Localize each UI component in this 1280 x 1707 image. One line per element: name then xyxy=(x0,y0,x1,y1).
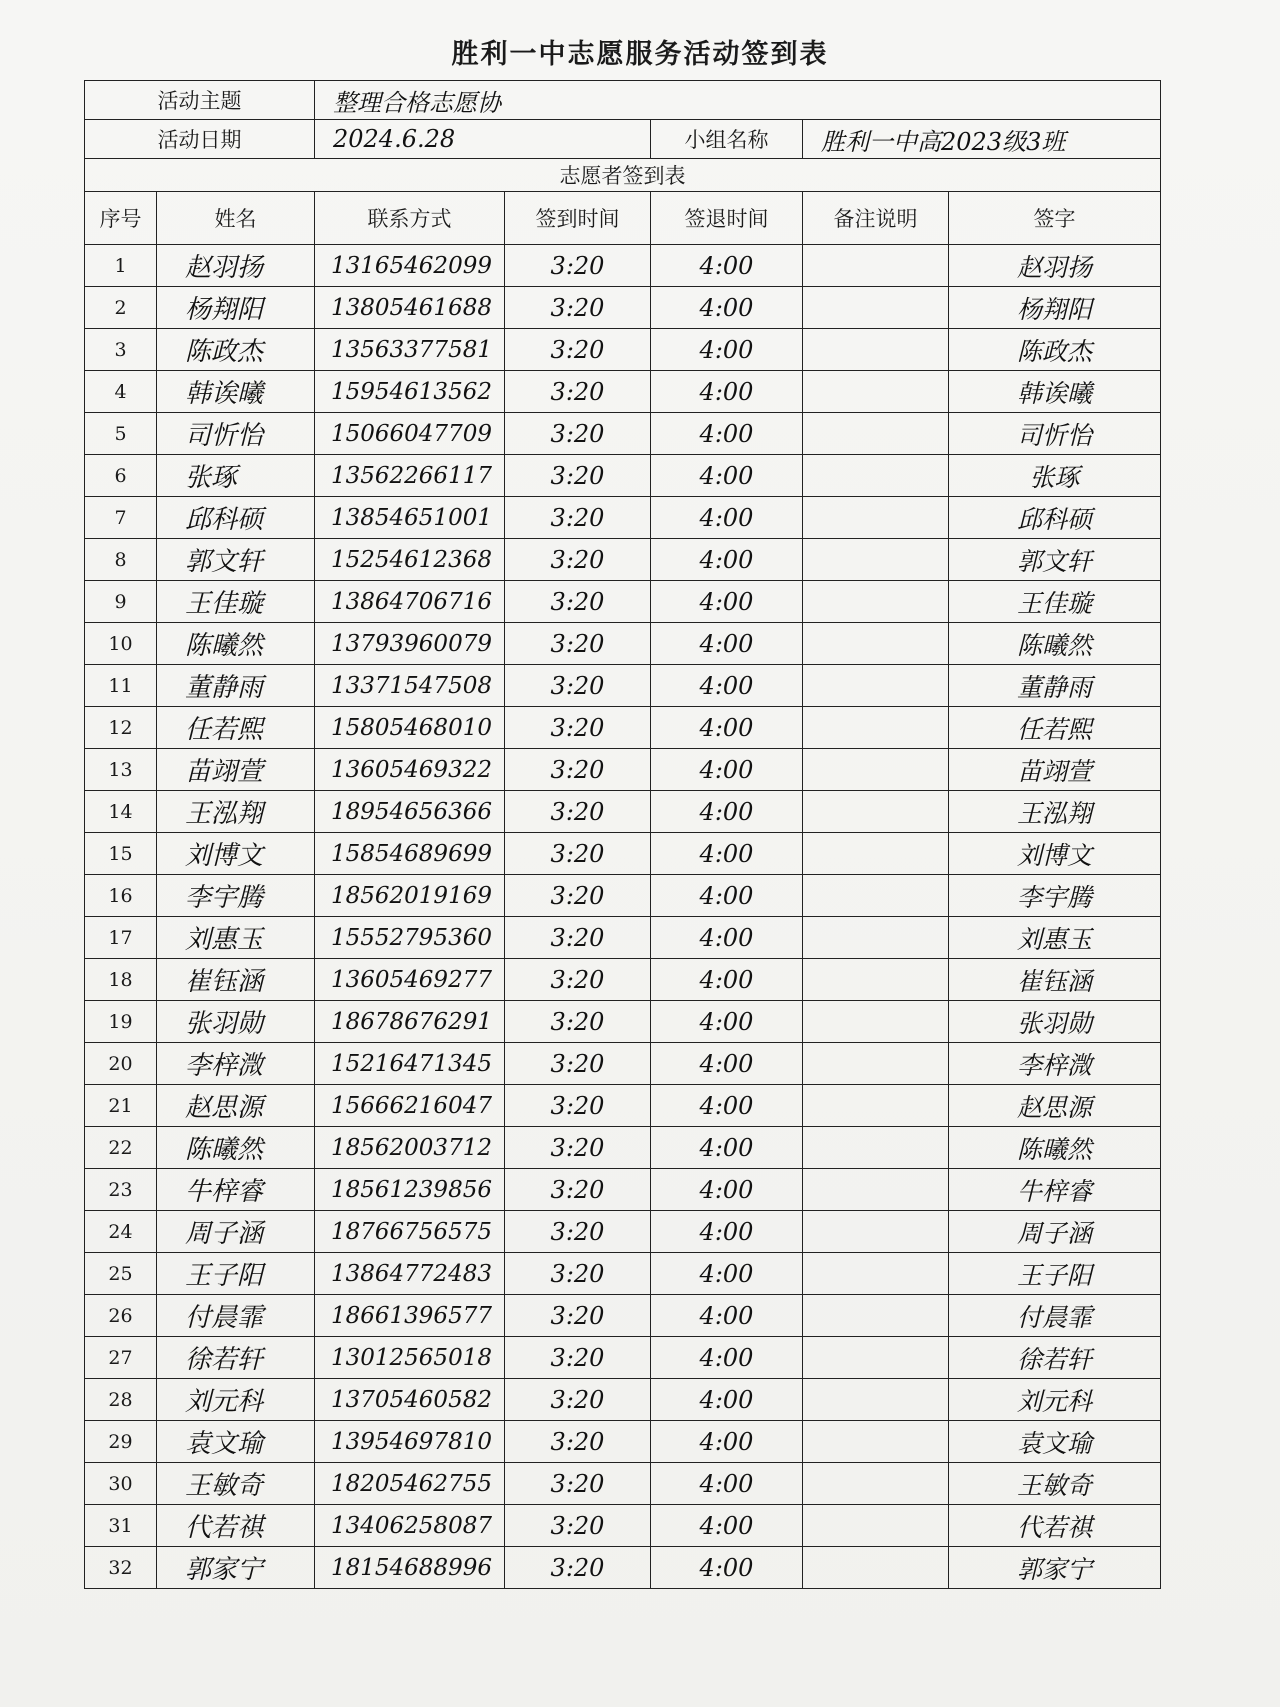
volunteer-name: 陈政杰 xyxy=(157,329,315,371)
table-row xyxy=(85,245,1161,287)
signature-cell: 李宇腾 xyxy=(949,875,1161,917)
row-number: 16 xyxy=(85,875,157,917)
volunteer-name: 王子阳 xyxy=(157,1253,315,1295)
signin-time: 3:20 xyxy=(505,1253,651,1295)
signin-time: 3:20 xyxy=(505,917,651,959)
signin-time: 3:20 xyxy=(505,413,651,455)
signout-time: 4:00 xyxy=(651,1295,803,1337)
signature-cell: 付晨霏 xyxy=(949,1295,1161,1337)
volunteer-name: 徐若轩 xyxy=(157,1337,315,1379)
signout-time: 4:00 xyxy=(651,1253,803,1295)
volunteer-name: 代若祺 xyxy=(157,1505,315,1547)
volunteer-name: 袁文瑜 xyxy=(157,1421,315,1463)
table-row xyxy=(85,1253,1161,1295)
row-number: 6 xyxy=(85,455,157,497)
phone-number: 13805461688 xyxy=(315,287,505,329)
signin-time: 3:20 xyxy=(505,875,651,917)
table-row xyxy=(85,371,1161,413)
phone-number: 15066047709 xyxy=(315,413,505,455)
phone-number: 15854689699 xyxy=(315,833,505,875)
signature-cell: 徐若轩 xyxy=(949,1337,1161,1379)
table-row xyxy=(85,1463,1161,1505)
phone-number: 13793960079 xyxy=(315,623,505,665)
row-number: 32 xyxy=(85,1547,157,1589)
signature-cell: 王敏奇 xyxy=(949,1463,1161,1505)
volunteer-name: 司忻怡 xyxy=(157,413,315,455)
note-cell xyxy=(803,329,949,371)
signout-time: 4:00 xyxy=(651,287,803,329)
signout-time: 4:00 xyxy=(651,1463,803,1505)
note-cell xyxy=(803,1463,949,1505)
signature-cell: 代若祺 xyxy=(949,1505,1161,1547)
note-cell xyxy=(803,1421,949,1463)
signin-time: 3:20 xyxy=(505,1127,651,1169)
signin-time: 3:20 xyxy=(505,371,651,413)
signout-time: 4:00 xyxy=(651,1505,803,1547)
signature-cell: 陈曦然 xyxy=(949,1127,1161,1169)
phone-number: 13165462099 xyxy=(315,245,505,287)
note-cell xyxy=(803,833,949,875)
date-row xyxy=(85,120,1161,159)
note-cell xyxy=(803,1379,949,1421)
table-row xyxy=(85,959,1161,1001)
note-cell xyxy=(803,1085,949,1127)
phone-number: 13954697810 xyxy=(315,1421,505,1463)
row-number: 10 xyxy=(85,623,157,665)
table-row xyxy=(85,665,1161,707)
signout-time: 4:00 xyxy=(651,1547,803,1589)
signature-cell: 杨翔阳 xyxy=(949,287,1161,329)
volunteer-name: 任若熙 xyxy=(157,707,315,749)
volunteer-name: 陈曦然 xyxy=(157,623,315,665)
note-cell xyxy=(803,1211,949,1253)
phone-number: 13563377581 xyxy=(315,329,505,371)
signout-time: 4:00 xyxy=(651,665,803,707)
signout-time: 4:00 xyxy=(651,413,803,455)
phone-number: 13854651001 xyxy=(315,497,505,539)
phone-number: 13562266117 xyxy=(315,455,505,497)
note-cell xyxy=(803,665,949,707)
signature-cell: 牛梓睿 xyxy=(949,1169,1161,1211)
signin-time: 3:20 xyxy=(505,1463,651,1505)
table-row xyxy=(85,1505,1161,1547)
table-row xyxy=(85,791,1161,833)
row-number: 20 xyxy=(85,1043,157,1085)
row-number: 19 xyxy=(85,1001,157,1043)
signout-time: 4:00 xyxy=(651,539,803,581)
row-number: 8 xyxy=(85,539,157,581)
note-cell xyxy=(803,1505,949,1547)
note-cell xyxy=(803,1169,949,1211)
signature-cell: 王泓翔 xyxy=(949,791,1161,833)
table-row xyxy=(85,833,1161,875)
row-number: 14 xyxy=(85,791,157,833)
note-cell xyxy=(803,917,949,959)
signature-cell: 王佳璇 xyxy=(949,581,1161,623)
volunteer-name: 付晨霏 xyxy=(157,1295,315,1337)
volunteer-name: 陈曦然 xyxy=(157,1127,315,1169)
note-cell xyxy=(803,959,949,1001)
col-header-signin: 签到时间 xyxy=(505,192,651,245)
signin-time: 3:20 xyxy=(505,1421,651,1463)
signout-time: 4:00 xyxy=(651,1127,803,1169)
signin-time: 3:20 xyxy=(505,1043,651,1085)
signature-cell: 袁文瑜 xyxy=(949,1421,1161,1463)
col-header-name: 姓名 xyxy=(157,192,315,245)
note-cell xyxy=(803,1127,949,1169)
table-row xyxy=(85,707,1161,749)
note-cell xyxy=(803,1001,949,1043)
signout-time: 4:00 xyxy=(651,917,803,959)
theme-label: 活动主题 xyxy=(85,81,315,120)
row-number: 11 xyxy=(85,665,157,707)
row-number: 26 xyxy=(85,1295,157,1337)
note-cell xyxy=(803,1043,949,1085)
signature-cell: 陈政杰 xyxy=(949,329,1161,371)
volunteer-name: 王泓翔 xyxy=(157,791,315,833)
signin-time: 3:20 xyxy=(505,539,651,581)
table-row xyxy=(85,1421,1161,1463)
table-row xyxy=(85,497,1161,539)
signature-cell: 张羽勋 xyxy=(949,1001,1161,1043)
table-row xyxy=(85,1001,1161,1043)
volunteer-name: 王佳璇 xyxy=(157,581,315,623)
volunteer-name: 周子涵 xyxy=(157,1211,315,1253)
signin-time: 3:20 xyxy=(505,833,651,875)
table-row xyxy=(85,1085,1161,1127)
phone-number: 13705460582 xyxy=(315,1379,505,1421)
signature-cell: 王子阳 xyxy=(949,1253,1161,1295)
signature-cell: 任若熙 xyxy=(949,707,1161,749)
note-cell xyxy=(803,1295,949,1337)
signature-cell: 赵羽扬 xyxy=(949,245,1161,287)
signin-time: 3:20 xyxy=(505,287,651,329)
phone-number: 18954656366 xyxy=(315,791,505,833)
date-label: 活动日期 xyxy=(85,120,315,159)
signin-time: 3:20 xyxy=(505,245,651,287)
signin-time: 3:20 xyxy=(505,1085,651,1127)
header-row xyxy=(85,192,1161,245)
signout-time: 4:00 xyxy=(651,1211,803,1253)
volunteer-name: 牛梓睿 xyxy=(157,1169,315,1211)
signature-cell: 郭文轩 xyxy=(949,539,1161,581)
volunteer-name: 张琢 xyxy=(157,455,315,497)
signout-time: 4:00 xyxy=(651,455,803,497)
col-header-no: 序号 xyxy=(85,192,157,245)
note-cell xyxy=(803,455,949,497)
row-number: 3 xyxy=(85,329,157,371)
signin-time: 3:20 xyxy=(505,329,651,371)
signout-time: 4:00 xyxy=(651,329,803,371)
signature-cell: 郭家宁 xyxy=(949,1547,1161,1589)
signin-time: 3:20 xyxy=(505,1001,651,1043)
phone-number: 15254612368 xyxy=(315,539,505,581)
row-number: 22 xyxy=(85,1127,157,1169)
phone-number: 15216471345 xyxy=(315,1043,505,1085)
signin-time: 3:20 xyxy=(505,665,651,707)
row-number: 15 xyxy=(85,833,157,875)
table-row xyxy=(85,1169,1161,1211)
signout-time: 4:00 xyxy=(651,1169,803,1211)
note-cell xyxy=(803,581,949,623)
row-number: 25 xyxy=(85,1253,157,1295)
note-cell xyxy=(803,1547,949,1589)
signature-cell: 张琢 xyxy=(949,455,1161,497)
signin-time: 3:20 xyxy=(505,623,651,665)
phone-number: 13864706716 xyxy=(315,581,505,623)
section-title: 志愿者签到表 xyxy=(85,159,1161,192)
phone-number: 18205462755 xyxy=(315,1463,505,1505)
theme-value: 整理合格志愿协 xyxy=(315,81,1161,120)
note-cell xyxy=(803,1253,949,1295)
row-number: 9 xyxy=(85,581,157,623)
section-row xyxy=(85,159,1161,192)
table-row xyxy=(85,1043,1161,1085)
row-number: 28 xyxy=(85,1379,157,1421)
phone-number: 18562003712 xyxy=(315,1127,505,1169)
row-number: 2 xyxy=(85,287,157,329)
row-number: 21 xyxy=(85,1085,157,1127)
phone-number: 13864772483 xyxy=(315,1253,505,1295)
volunteer-name: 张羽勋 xyxy=(157,1001,315,1043)
signature-cell: 刘惠玉 xyxy=(949,917,1161,959)
signin-time: 3:20 xyxy=(505,791,651,833)
volunteer-name: 刘博文 xyxy=(157,833,315,875)
signin-time: 3:20 xyxy=(505,959,651,1001)
table-row xyxy=(85,749,1161,791)
signin-table xyxy=(84,80,1161,1589)
volunteer-name: 王敏奇 xyxy=(157,1463,315,1505)
signature-cell: 韩诶曦 xyxy=(949,371,1161,413)
phone-number: 18678676291 xyxy=(315,1001,505,1043)
note-cell xyxy=(803,1337,949,1379)
phone-number: 13012565018 xyxy=(315,1337,505,1379)
table-row xyxy=(85,1337,1161,1379)
row-number: 24 xyxy=(85,1211,157,1253)
table-row xyxy=(85,1295,1161,1337)
group-label: 小组名称 xyxy=(651,120,803,159)
table-row xyxy=(85,287,1161,329)
signout-time: 4:00 xyxy=(651,1043,803,1085)
signout-time: 4:00 xyxy=(651,1337,803,1379)
signature-cell: 周子涵 xyxy=(949,1211,1161,1253)
phone-number: 18561239856 xyxy=(315,1169,505,1211)
signout-time: 4:00 xyxy=(651,245,803,287)
signin-time: 3:20 xyxy=(505,1505,651,1547)
row-number: 7 xyxy=(85,497,157,539)
signin-time: 3:20 xyxy=(505,1379,651,1421)
row-number: 17 xyxy=(85,917,157,959)
phone-number: 15666216047 xyxy=(315,1085,505,1127)
row-number: 18 xyxy=(85,959,157,1001)
signin-time: 3:20 xyxy=(505,1337,651,1379)
volunteer-name: 李宇腾 xyxy=(157,875,315,917)
signin-time: 3:20 xyxy=(505,1211,651,1253)
row-number: 30 xyxy=(85,1463,157,1505)
date-value: 2024.6.28 xyxy=(315,120,651,159)
row-number: 23 xyxy=(85,1169,157,1211)
signature-cell: 李梓溦 xyxy=(949,1043,1161,1085)
phone-number: 13371547508 xyxy=(315,665,505,707)
phone-number: 13605469277 xyxy=(315,959,505,1001)
table-row xyxy=(85,1127,1161,1169)
signin-time: 3:20 xyxy=(505,1547,651,1589)
signature-cell: 陈曦然 xyxy=(949,623,1161,665)
table-row xyxy=(85,329,1161,371)
signout-time: 4:00 xyxy=(651,371,803,413)
signout-time: 4:00 xyxy=(651,791,803,833)
table-row xyxy=(85,1211,1161,1253)
volunteer-name: 刘元科 xyxy=(157,1379,315,1421)
volunteer-name: 郭家宁 xyxy=(157,1547,315,1589)
note-cell xyxy=(803,497,949,539)
volunteer-name: 苗翊萱 xyxy=(157,749,315,791)
col-header-signature: 签字 xyxy=(949,192,1161,245)
note-cell xyxy=(803,749,949,791)
signature-cell: 刘元科 xyxy=(949,1379,1161,1421)
theme-row xyxy=(85,81,1161,120)
signin-time: 3:20 xyxy=(505,455,651,497)
volunteer-name: 韩诶曦 xyxy=(157,371,315,413)
table-row xyxy=(85,581,1161,623)
signature-cell: 苗翊萱 xyxy=(949,749,1161,791)
group-value: 胜利一中高2023级3班 xyxy=(803,120,1161,159)
signout-time: 4:00 xyxy=(651,1001,803,1043)
signature-cell: 崔钰涵 xyxy=(949,959,1161,1001)
signout-time: 4:00 xyxy=(651,1379,803,1421)
signout-time: 4:00 xyxy=(651,497,803,539)
table-row xyxy=(85,413,1161,455)
volunteer-name: 崔钰涵 xyxy=(157,959,315,1001)
volunteer-name: 刘惠玉 xyxy=(157,917,315,959)
note-cell xyxy=(803,539,949,581)
table-row xyxy=(85,1547,1161,1589)
volunteer-name: 赵思源 xyxy=(157,1085,315,1127)
phone-number: 15552795360 xyxy=(315,917,505,959)
row-number: 5 xyxy=(85,413,157,455)
note-cell xyxy=(803,791,949,833)
phone-number: 18661396577 xyxy=(315,1295,505,1337)
row-number: 4 xyxy=(85,371,157,413)
row-number: 27 xyxy=(85,1337,157,1379)
phone-number: 18154688996 xyxy=(315,1547,505,1589)
note-cell xyxy=(803,287,949,329)
row-number: 12 xyxy=(85,707,157,749)
phone-number: 15954613562 xyxy=(315,371,505,413)
signin-time: 3:20 xyxy=(505,581,651,623)
signin-time: 3:20 xyxy=(505,707,651,749)
phone-number: 15805468010 xyxy=(315,707,505,749)
signout-time: 4:00 xyxy=(651,959,803,1001)
phone-number: 13406258087 xyxy=(315,1505,505,1547)
signout-time: 4:00 xyxy=(651,875,803,917)
signin-time: 3:20 xyxy=(505,749,651,791)
signout-time: 4:00 xyxy=(651,581,803,623)
signout-time: 4:00 xyxy=(651,623,803,665)
signin-time: 3:20 xyxy=(505,1169,651,1211)
volunteer-name: 董静雨 xyxy=(157,665,315,707)
volunteer-name: 李梓溦 xyxy=(157,1043,315,1085)
row-number: 13 xyxy=(85,749,157,791)
row-number: 29 xyxy=(85,1421,157,1463)
note-cell xyxy=(803,707,949,749)
volunteer-name: 赵羽扬 xyxy=(157,245,315,287)
table-row xyxy=(85,455,1161,497)
col-header-signout: 签退时间 xyxy=(651,192,803,245)
note-cell xyxy=(803,371,949,413)
table-row xyxy=(85,917,1161,959)
signature-cell: 邱科硕 xyxy=(949,497,1161,539)
col-header-note: 备注说明 xyxy=(803,192,949,245)
table-row xyxy=(85,623,1161,665)
note-cell xyxy=(803,413,949,455)
volunteer-name: 郭文轩 xyxy=(157,539,315,581)
note-cell xyxy=(803,875,949,917)
signout-time: 4:00 xyxy=(651,1085,803,1127)
signin-time: 3:20 xyxy=(505,1295,651,1337)
note-cell xyxy=(803,623,949,665)
volunteer-name: 邱科硕 xyxy=(157,497,315,539)
phone-number: 13605469322 xyxy=(315,749,505,791)
phone-number: 18562019169 xyxy=(315,875,505,917)
signin-time: 3:20 xyxy=(505,497,651,539)
signout-time: 4:00 xyxy=(651,707,803,749)
volunteer-name: 杨翔阳 xyxy=(157,287,315,329)
signout-time: 4:00 xyxy=(651,833,803,875)
signature-cell: 刘博文 xyxy=(949,833,1161,875)
row-number: 31 xyxy=(85,1505,157,1547)
table-row xyxy=(85,1379,1161,1421)
page-title: 胜利一中志愿服务活动签到表 xyxy=(451,39,829,70)
table-row xyxy=(85,875,1161,917)
table-row xyxy=(85,539,1161,581)
signature-cell: 董静雨 xyxy=(949,665,1161,707)
signature-cell: 司忻怡 xyxy=(949,413,1161,455)
signature-cell: 赵思源 xyxy=(949,1085,1161,1127)
phone-number: 18766756575 xyxy=(315,1211,505,1253)
col-header-phone: 联系方式 xyxy=(315,192,505,245)
signout-time: 4:00 xyxy=(651,1421,803,1463)
row-number: 1 xyxy=(85,245,157,287)
signout-time: 4:00 xyxy=(651,749,803,791)
note-cell xyxy=(803,245,949,287)
